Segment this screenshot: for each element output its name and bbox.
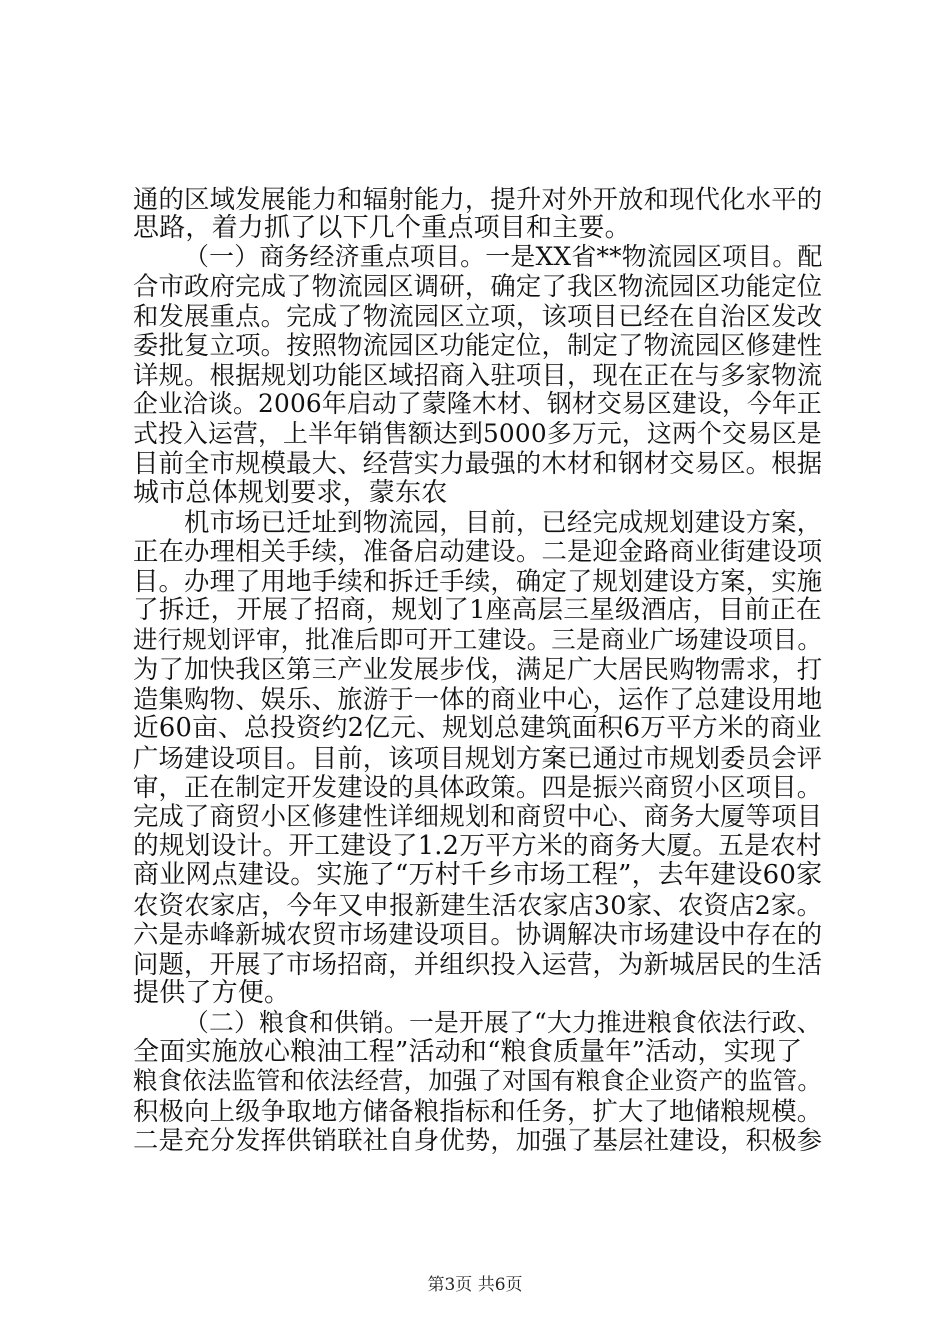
text-line: 提供了方便。 [133, 978, 291, 1008]
text-line: （二）粮食和供销。一是开展了“大力推进粮食依法行政、 [184, 1008, 822, 1037]
text-line: 二是充分发挥供销联社自身优势，加强了基层社建设，积极参 [133, 1125, 823, 1155]
text-line: 委批复立项。按照物流园区功能定位，制定了物流园区修建性 [133, 330, 823, 360]
text-line: 机市场已迁址到物流园，目前，已经完成规划建设方案， [184, 507, 823, 537]
text-line: 式投入运营，上半年销售额达到5000多万元，这两个交易区是 [133, 419, 822, 448]
text-line: 六是赤峰新城农贸市场建设项目。协调解决市场建设中存在的 [133, 919, 823, 949]
text-line: 审，正在制定开发建设的具体政策。四是振兴商贸小区项目。 [133, 772, 823, 802]
text-line: 近60亩、总投资约2亿元、规划总建筑面积6万平方米的商业 [133, 713, 822, 743]
text-line: 农资农家店，今年又申报新建生活农家店30家、农资店2家。 [133, 890, 823, 920]
text-line: 全面实施放心粮油工程”活动和“粮食质量年”活动，实现了 [133, 1037, 803, 1067]
text-line: 完成了商贸小区修建性详细规划和商贸中心、商务大厦等项目 [133, 801, 823, 831]
text-line: 详规。根据规划功能区域招商入驻项目，现在正在与多家物流 [133, 360, 823, 390]
text-line: 粮食依法监管和依法经营，加强了对国有粮食企业资产的监管。 [133, 1066, 822, 1095]
text-line: 和发展重点。完成了物流园区立项，该项目已经在自治区发改 [133, 301, 823, 331]
text-line: 城市总体规划要求，蒙东农 [133, 478, 448, 508]
text-line: 广场建设项目。目前，该项目规划方案已通过市规划委员会评 [133, 743, 823, 773]
text-line: 目前全市规模最大、经营实力最强的木材和钢材交易区。根据 [133, 448, 823, 478]
text-line: 思路，着力抓了以下几个重点项目和主要。 [133, 213, 631, 243]
text-line: 通的区域发展能力和辐射能力，提升对外开放和现代化水平的 [133, 184, 823, 214]
text-line: 企业洽谈。2006年启动了蒙隆木材、钢材交易区建设，今年正 [133, 389, 822, 418]
text-line: 目。办理了用地手续和拆迁手续，确定了规划建设方案，实施 [133, 566, 823, 596]
text-line: （一）商务经济重点项目。一是XX省**物流园区项目。配 [184, 242, 823, 271]
text-line: 合市政府完成了物流园区调研，确定了我区物流园区功能定位 [133, 271, 823, 301]
text-line: 造集购物、娱乐、旅游于一体的商业中心，运作了总建设用地 [133, 684, 823, 714]
text-line: 的规划设计。开工建设了1.2万平方米的商务大厦。五是农村 [133, 831, 822, 861]
text-line: 为了加快我区第三产业发展步伐，满足广大居民购物需求，打 [133, 654, 823, 684]
text-line: 商业网点建设。实施了“万村千乡市场工程”，去年建设60家 [133, 860, 823, 890]
text-line: 进行规划评审，批准后即可开工建设。三是商业广场建设项目。 [133, 625, 822, 654]
page-number-footer: 第3页 共6页 [427, 1275, 523, 1295]
text-line: 了拆迁，开展了招商，规划了1座高层三星级酒店，目前正在 [133, 595, 822, 625]
text-line: 正在办理相关手续，准备启动建设。二是迎金路商业街建设项 [133, 536, 823, 566]
text-line: 积极向上级争取地方储备粮指标和任务，扩大了地储粮规模。 [133, 1096, 823, 1126]
text-line: 问题，开展了市场招商，并组织投入运营，为新城居民的生活 [133, 949, 823, 979]
